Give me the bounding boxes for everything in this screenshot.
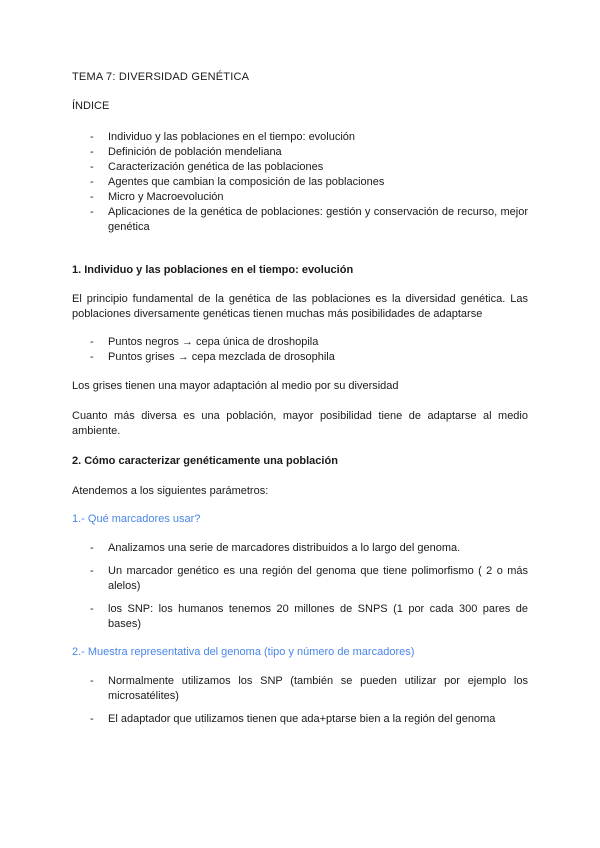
dash-bullet: - [90,542,94,554]
table-of-contents [72,130,528,235]
toc-item-text: Micro y Macroevolución [108,191,224,203]
list-item [72,564,528,594]
list-item-text: Puntos negros → cepa única de droshopila [108,336,319,348]
list-item [72,350,528,365]
list-item [72,335,528,350]
document-title: TEMA 7: DIVERSIDAD GENÉTICA [72,71,250,83]
section1-paragraph-3: Cuanto más diversa es una población, mayor posibilidad tiene de adaptarse al medio ambiente. [72,410,528,437]
list-item-text: Un marcador genético es una región del genoma que tiene polimorfismo ( 2 o más alelos) [108,565,528,592]
index-heading: ÍNDICE [72,100,110,112]
dash-bullet: - [90,161,94,173]
dash-bullet: - [90,565,94,577]
list-item-text: Normalmente utilizamos los SNP (también se pueden utilizar por ejemplo los microsatélites) [108,675,528,702]
dash-bullet: - [90,191,94,203]
dash-bullet: - [90,603,94,615]
dash-bullet: - [90,176,94,188]
list-item-text: El adaptador que utilizamos tienen que ada+ptarse bien a la región del genoma [108,713,496,725]
list-item [72,712,528,727]
list-item [72,674,528,704]
section1-heading: 1. Individuo y las poblaciones en el tiempo: evolución [72,264,354,276]
list-item [72,602,528,632]
subsection1-heading: 1.- Qué marcadores usar? [72,513,201,525]
section2-heading: 2. Cómo caracterizar genéticamente una población [72,455,338,467]
toc-item-text: Definición de población mendeliana [108,146,282,158]
toc-item [72,175,528,190]
section1-intro: El principio fundamental de la genética de las poblaciones es la diversidad genética. Las poblaciones diversamente genéticas tienen muchas más posibilidades de adaptarse [72,293,528,320]
list-item-text: los SNP: los humanos tenemos 20 millones de SNPS (1 por cada 300 pares de bases) [108,603,528,630]
toc-item-text: Agentes que cambian la composición de las poblaciones [108,176,385,188]
dash-bullet: - [90,206,94,218]
dash-bullet: - [90,146,94,158]
subsection2-heading: 2.- Muestra representativa del genoma (tipo y número de marcadores) [72,646,415,658]
section1-paragraph-2: Los grises tienen una mayor adaptación al medio por su diversidad [72,380,399,392]
list-item-text: Analizamos una serie de marcadores distribuidos a lo largo del genoma. [108,542,461,554]
subsection2-bullets [72,674,528,735]
dash-bullet: - [90,336,94,348]
toc-item [72,190,528,205]
toc-item-text: Caracterización genética de las poblaciones [108,161,324,173]
section1-bullets [72,335,528,365]
toc-item [72,160,528,175]
dash-bullet: - [90,351,94,363]
dash-bullet: - [90,713,94,725]
subsection1-bullets [72,541,528,640]
dash-bullet: - [90,131,94,143]
list-item-text: Puntos grises → cepa mezclada de drosophila [108,351,335,363]
dash-bullet: - [90,675,94,687]
toc-item [72,145,528,160]
toc-item [72,130,528,145]
list-item [72,541,528,556]
toc-item-text: Individuo y las poblaciones en el tiempo: evolución [108,131,356,143]
toc-item [72,205,528,235]
section2-intro: Atendemos a los siguientes parámetros: [72,485,269,497]
toc-item-text: Aplicaciones de la genética de poblaciones: gestión y conservación de recurso, mejor genética [108,206,528,233]
